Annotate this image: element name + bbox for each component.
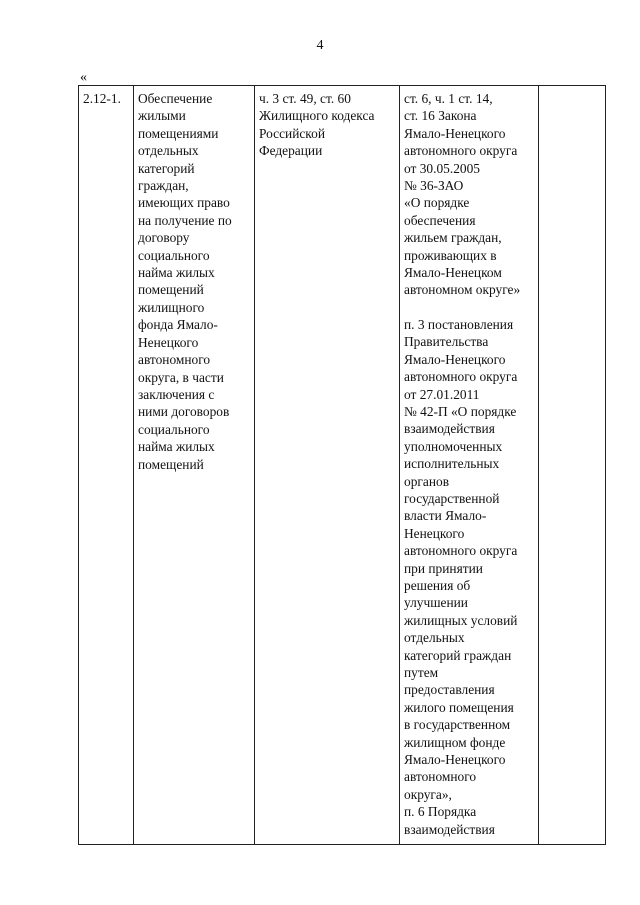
table-row <box>79 86 606 845</box>
text-line: автономном округе» <box>404 282 521 298</box>
text-line: в государственном <box>404 717 511 733</box>
text-line: путем <box>404 665 439 680</box>
text-line: автономного округа <box>404 143 518 159</box>
text-line: решения об <box>404 577 471 593</box>
text-line: при принятии <box>404 560 483 576</box>
federal-law-cell <box>255 86 400 845</box>
paragraph-gap <box>404 299 534 316</box>
text-line: ч. 3 ст. 49, ст. 60 <box>259 91 351 106</box>
text-line: Ямало-Ненецкого <box>404 125 506 141</box>
text-line: жилого помещения <box>404 699 514 715</box>
text-line: органов <box>404 473 450 489</box>
text-line: на получение по <box>138 212 232 228</box>
text-line: Жилищного кодекса <box>259 108 375 124</box>
text-line: Ямало-Ненецкого <box>404 752 506 768</box>
text-line: обеспечения <box>404 212 476 228</box>
text-line: жилищного <box>138 299 205 315</box>
text-line: помещений <box>138 456 204 472</box>
text-line: уполномоченных <box>404 438 503 454</box>
text-line: граждан, <box>138 178 189 194</box>
text-line: власти Ямало- <box>404 508 487 524</box>
text-line: Ямало-Ненецком <box>404 265 502 281</box>
text-line: социального <box>138 247 210 263</box>
text-line: государственной <box>404 490 500 506</box>
page-number: 4 <box>316 38 324 53</box>
text-line: фонда Ямало- <box>138 317 218 333</box>
text-line: отдельных <box>404 630 465 646</box>
description-cell <box>134 86 255 845</box>
text-line: автономного <box>404 769 477 785</box>
text-line: ст. 6, ч. 1 ст. 14, <box>404 91 493 106</box>
text-line: жилищном фонде <box>404 734 506 750</box>
text-line: округа», <box>404 786 452 802</box>
text-line: предоставления <box>404 682 495 698</box>
text-line: жильем граждан, <box>404 230 502 246</box>
row-number: 2.12-1. <box>83 91 121 106</box>
text-line: Ненецкого <box>404 525 465 541</box>
text-line: категорий <box>138 160 195 176</box>
text-line: «О порядке <box>404 195 470 211</box>
legal-basis-table <box>78 85 606 845</box>
text-line: Обеспечение <box>138 91 213 106</box>
text-line: № 42-П «О порядке <box>404 403 517 419</box>
row-number-cell <box>79 86 134 845</box>
text-line: п. 6 Порядка <box>404 804 477 820</box>
text-line: автономного округа <box>404 369 518 385</box>
text-line: договору <box>138 230 190 246</box>
regional-law-cell <box>400 86 539 845</box>
text-line: ними договоров <box>138 404 230 420</box>
text-line: ст. 16 Закона <box>404 108 477 124</box>
text-line: отдельных <box>138 143 199 159</box>
text-line: исполнительных <box>404 456 500 472</box>
opening-quote-mark: « <box>80 70 87 85</box>
text-line: категорий граждан <box>404 647 512 663</box>
text-line: Федерации <box>259 143 323 159</box>
text-line: взаимодействия <box>404 821 495 837</box>
text-line: помещений <box>138 282 204 298</box>
text-line: жилыми <box>138 108 186 124</box>
text-line: проживающих в <box>404 247 497 263</box>
text-line: № 36-ЗАО <box>404 178 464 194</box>
text-line: Ненецкого <box>138 334 199 350</box>
text-line: автономного <box>138 352 211 368</box>
federal-law-text <box>259 90 395 160</box>
text-line: п. 3 постановления <box>404 316 514 332</box>
text-line: Российской <box>259 125 325 141</box>
regional-law-text-2 <box>404 316 534 838</box>
text-line: заключения с <box>138 386 215 402</box>
description-text <box>138 90 250 473</box>
text-line: автономного округа <box>404 543 518 559</box>
regional-law-text-1 <box>404 90 534 299</box>
text-line: имеющих право <box>138 195 230 211</box>
text-line: округа, в части <box>138 369 224 385</box>
text-line: Правительства <box>404 334 489 350</box>
text-line: помещениями <box>138 125 219 141</box>
text-line: Ямало-Ненецкого <box>404 351 506 367</box>
text-line: взаимодействия <box>404 421 495 437</box>
text-line: от 27.01.2011 <box>404 386 480 402</box>
text-line: улучшении <box>404 595 468 611</box>
empty-cell <box>539 86 606 845</box>
text-line: от 30.05.2005 <box>404 160 480 176</box>
text-line: найма жилых <box>138 439 215 455</box>
text-line: социального <box>138 421 210 437</box>
text-line: найма жилых <box>138 265 215 281</box>
text-line: жилищных условий <box>404 612 518 628</box>
